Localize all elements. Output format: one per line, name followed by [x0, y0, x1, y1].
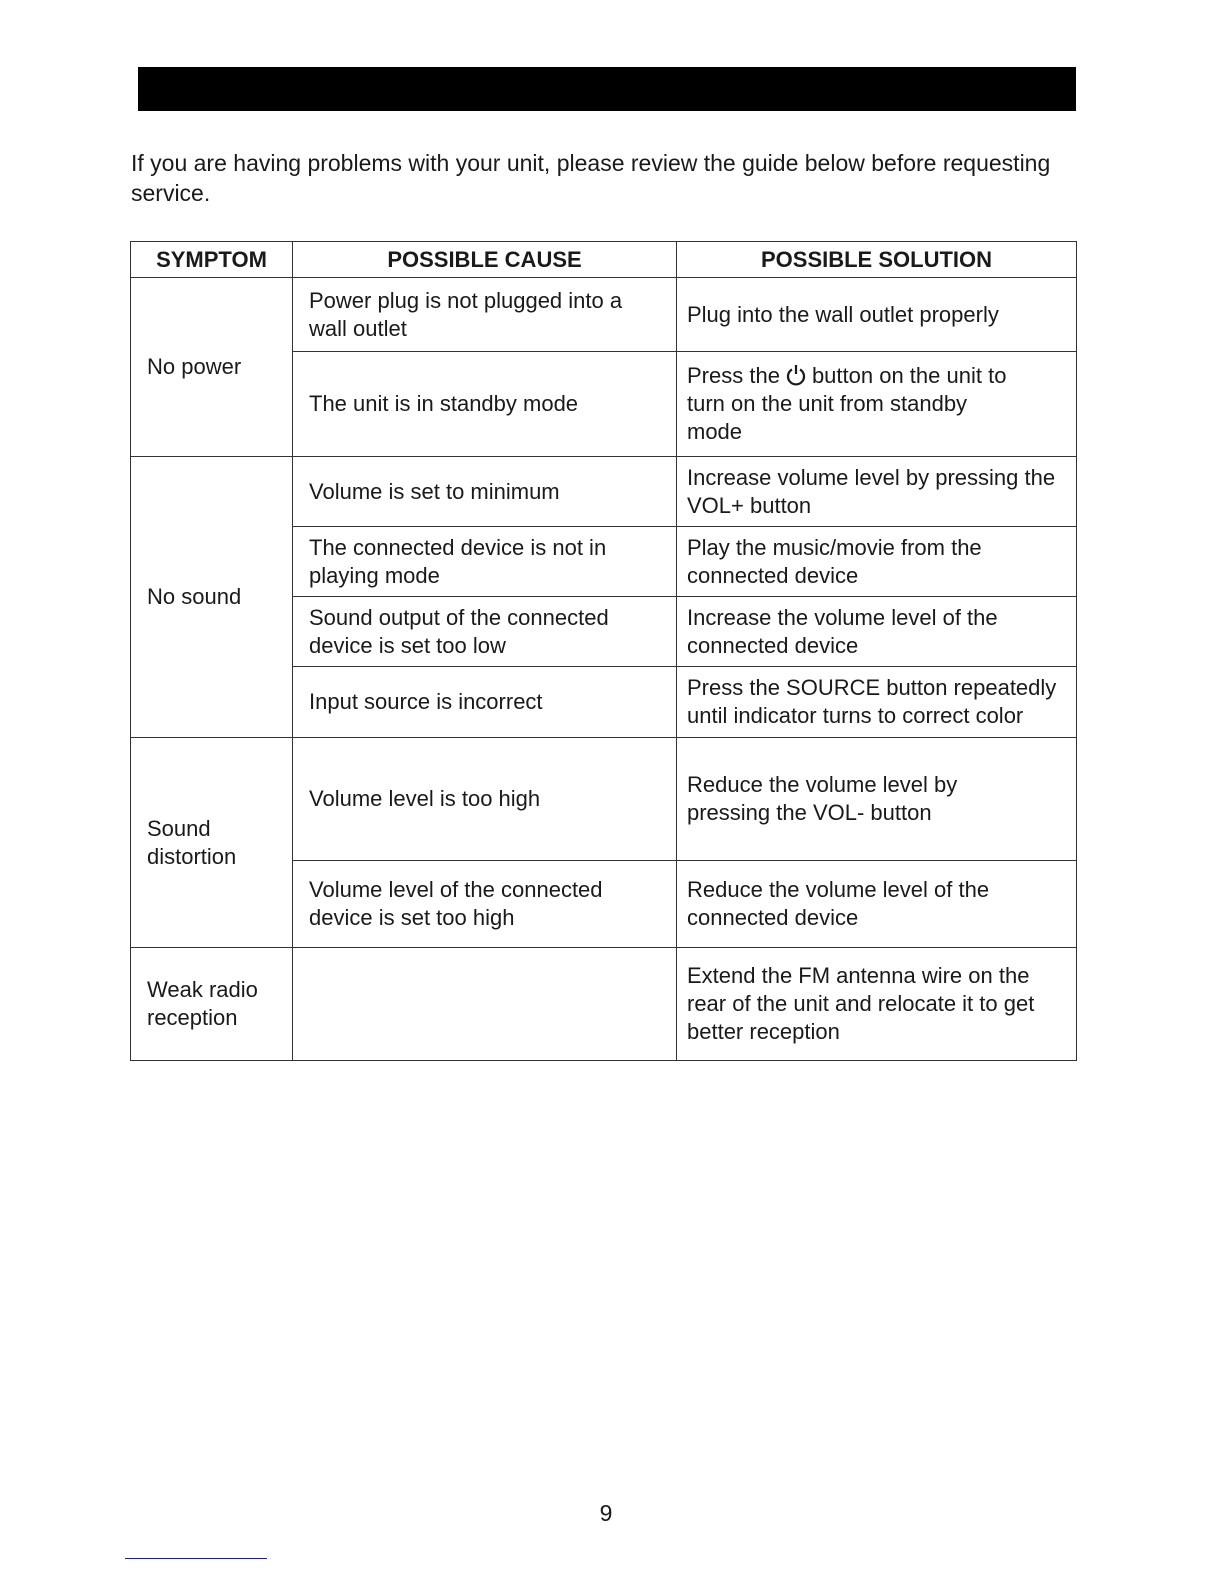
- page-number: 9: [599, 1500, 613, 1526]
- intro-text: If you are having problems with your unit, please review the guide below before requesting service.: [131, 150, 1051, 206]
- solution-cell: [676, 351, 1077, 457]
- cause-cell: Volume is set to minimum: [292, 456, 677, 527]
- solution-cell: Reduce the volume level by pressing the VOL- button: [676, 737, 1077, 861]
- header-symptom: SYMPTOM: [130, 241, 293, 278]
- header-cause: POSSIBLE CAUSE: [292, 241, 677, 278]
- header-solution: POSSIBLE SOLUTION: [676, 241, 1077, 278]
- symptom-cell: No power: [130, 277, 293, 457]
- symptom-cell: No sound: [130, 456, 293, 738]
- solution-cell: Extend the FM antenna wire on the rear of the unit and relocate it to get better reception: [676, 947, 1077, 1061]
- cause-cell: [292, 947, 677, 1061]
- solution-cell: Plug into the wall outlet properly: [676, 277, 1077, 352]
- solution-cell: Increase volume level by pressing the VOL+ button: [676, 456, 1077, 527]
- solution-cell: Press the SOURCE button repeatedly until indicator turns to correct color: [676, 666, 1077, 738]
- footnote-rule: [125, 1558, 267, 1559]
- solution-text: button on the unit: [811, 363, 982, 388]
- symptom-cell: Weak radio reception: [130, 947, 293, 1061]
- power-icon: [786, 364, 806, 386]
- section-header-bar: [138, 67, 1076, 111]
- solution-text: to turn on the unit from standby mode: [687, 363, 1007, 444]
- solution-text: Press the: [687, 363, 780, 388]
- cause-cell: Power plug is not plugged into a wall outlet: [292, 277, 677, 352]
- cause-cell: The connected device is not in playing mode: [292, 526, 677, 597]
- solution-cell: Reduce the volume level of the connected device: [676, 860, 1077, 948]
- solution-cell: Increase the volume level of the connected device: [676, 596, 1077, 667]
- cause-cell: Volume level of the connected device is set too high: [292, 860, 677, 948]
- solution-cell: Play the music/movie from the connected device: [676, 526, 1077, 597]
- cause-cell: Volume level is too high: [292, 737, 677, 861]
- cause-cell: The unit is in standby mode: [292, 351, 677, 457]
- symptom-cell: Sound distortion: [130, 737, 293, 948]
- cause-cell: Input source is incorrect: [292, 666, 677, 738]
- cause-cell: Sound output of the connected device is set too low: [292, 596, 677, 667]
